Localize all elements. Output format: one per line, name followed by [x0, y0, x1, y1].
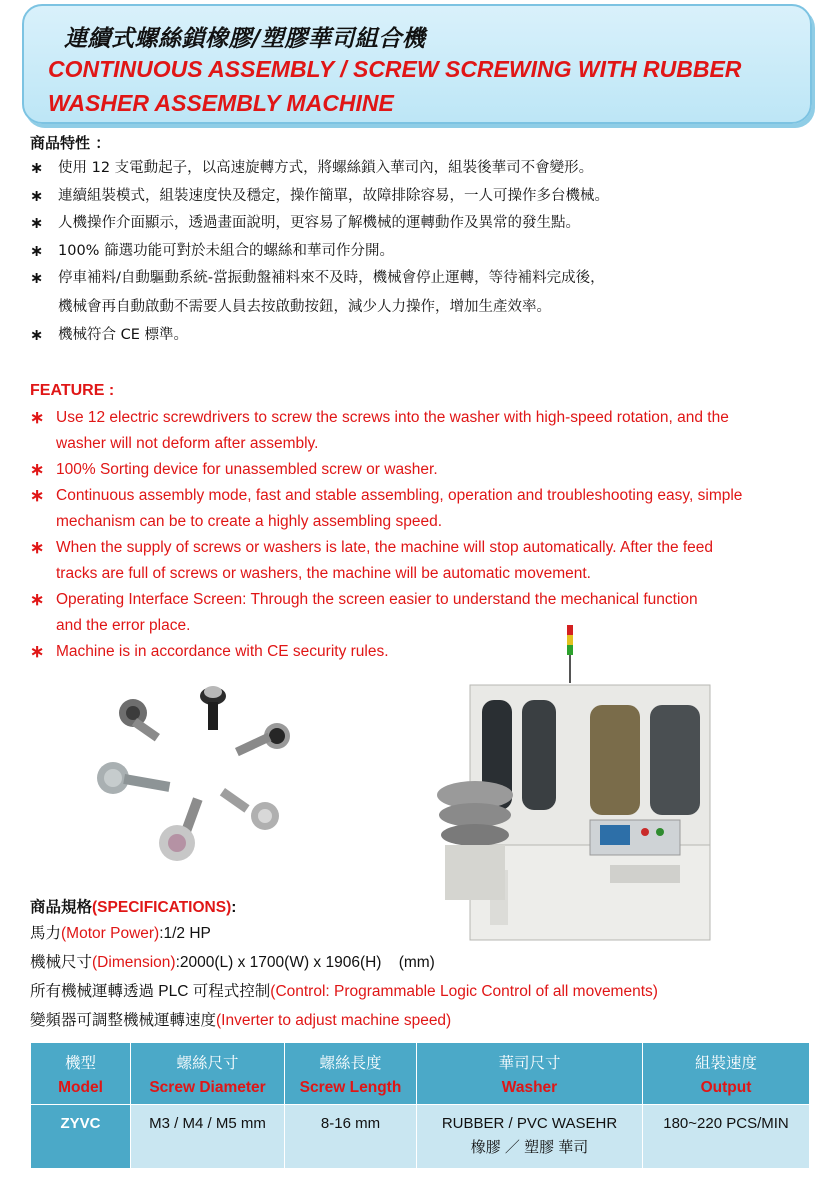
- cell-output: 180~220 PCS/MIN: [643, 1105, 810, 1169]
- control-line: 所有機械運轉透過 PLC 可程式控制(Control: Programmable Logic Control of all movements): [30, 983, 658, 1000]
- header-screw-length: 螺絲長度 Screw Length: [285, 1043, 417, 1105]
- list-item: ∗ Continuous assembly mode, fast and stable assembling, operation and troubleshooting easy, simple: [30, 486, 743, 505]
- title-chinese: 連續式螺絲鎖橡膠/塑膠華司組合機: [64, 26, 426, 52]
- features-en-title: FEATURE :: [30, 382, 115, 399]
- header-washer: 華司尺寸 Washer: [417, 1043, 643, 1105]
- screw-illustration: [159, 797, 203, 861]
- screw-illustration: [220, 788, 279, 830]
- screw-illustration: [235, 723, 290, 756]
- cell-length: 8-16 mm: [285, 1105, 417, 1169]
- spec-table: [30, 1042, 810, 1169]
- list-item-continued: and the error place.: [56, 617, 191, 634]
- features-zh-list: [30, 158, 820, 352]
- cell-diameter: M3 / M4 / M5 mm: [131, 1105, 285, 1169]
- screws-photo: [85, 678, 315, 888]
- list-item: ∗ 停車補料/自動驅動系統-當振動盤補料來不及時，機械會停止運轉，等待補料完成後， 機械會再自動啟動不需要人員去按啟動按鈕，減少人力操作，增加生產效率。: [30, 268, 605, 315]
- specifications: [30, 895, 810, 1035]
- list-item-continued: washer will not deform after assembly.: [56, 435, 319, 452]
- list-item: ∗ Machine is in accordance with CE security rules.: [30, 642, 389, 661]
- table-row: [31, 1105, 810, 1169]
- list-item: ∗ When the supply of screws or washers is late, the machine will stop automatically. After the feed: [30, 538, 714, 557]
- screw-illustration: [200, 686, 226, 730]
- specifications-title: 商品規格(SPECIFICATIONS):: [30, 899, 237, 916]
- list-item: ∗ Use 12 electric screwdrivers to screw the screws into the washer with high-speed rotation, and the: [30, 408, 729, 427]
- title-banner: [22, 4, 812, 124]
- list-item: ∗ 機械符合 CE 標準。: [30, 324, 189, 344]
- screw-illustration: [97, 762, 170, 794]
- list-item-continued: tracks are full of screws or washers, the machine will be automatic movement.: [56, 565, 591, 582]
- inverter-line: 變頻器可調整機械運轉速度(Inverter to adjust machine speed): [30, 1012, 452, 1029]
- list-item: ∗ 人機操作介面顯示，透過畫面說明，更容易了解機械的運轉動作及異常的發生點。: [30, 213, 580, 232]
- list-item: ∗ 100% Sorting device for unassembled screw or washer.: [30, 460, 438, 479]
- vibration-feeder-bowl: [437, 781, 513, 900]
- cell-model: ZYVC: [31, 1105, 131, 1169]
- motor-power-line: 馬力(Motor Power):1/2 HP: [30, 925, 211, 942]
- signal-tower: [567, 625, 573, 683]
- list-item-continued: mechanism can be to create a highly assembling speed.: [56, 513, 442, 530]
- title-english-line2: WASHER ASSEMBLY MACHINE: [48, 90, 394, 116]
- table-header-row: [31, 1043, 810, 1105]
- cell-washer: RUBBER / PVC WASEHR 橡膠 ／ 塑膠 華司: [417, 1105, 643, 1169]
- screw-illustration: [119, 699, 160, 741]
- list-item: ∗ 使用 12 支電動起子，以高速旋轉方式，將螺絲鎖入華司內，組裝後華司不會變形。: [30, 158, 594, 177]
- title-english-line1: CONTINUOUS ASSEMBLY / SCREW SCREWING WITH RUBBER: [48, 56, 742, 82]
- list-item: ∗ 連續組裝模式，組裝速度快及穩定，操作簡單，故障排除容易，一人可操作多台機械。: [30, 185, 609, 205]
- header-model: 機型 Model: [31, 1043, 131, 1105]
- features-zh-title: 商品特性 ：: [30, 134, 111, 152]
- dimension-line: 機械尺寸(Dimension):2000(L) x 1700(W) x 1906(H) (mm): [30, 954, 435, 971]
- header-screw-diameter: 螺絲尺寸 Screw Diameter: [131, 1043, 285, 1105]
- list-item: ∗ 100% 篩選功能可對於未組合的螺絲和華司作分開。: [30, 240, 395, 260]
- list-item: ∗ Operating Interface Screen: Through the screen easier to understand the mechanical function: [30, 590, 698, 609]
- header-output: 組裝速度 Output: [643, 1043, 810, 1105]
